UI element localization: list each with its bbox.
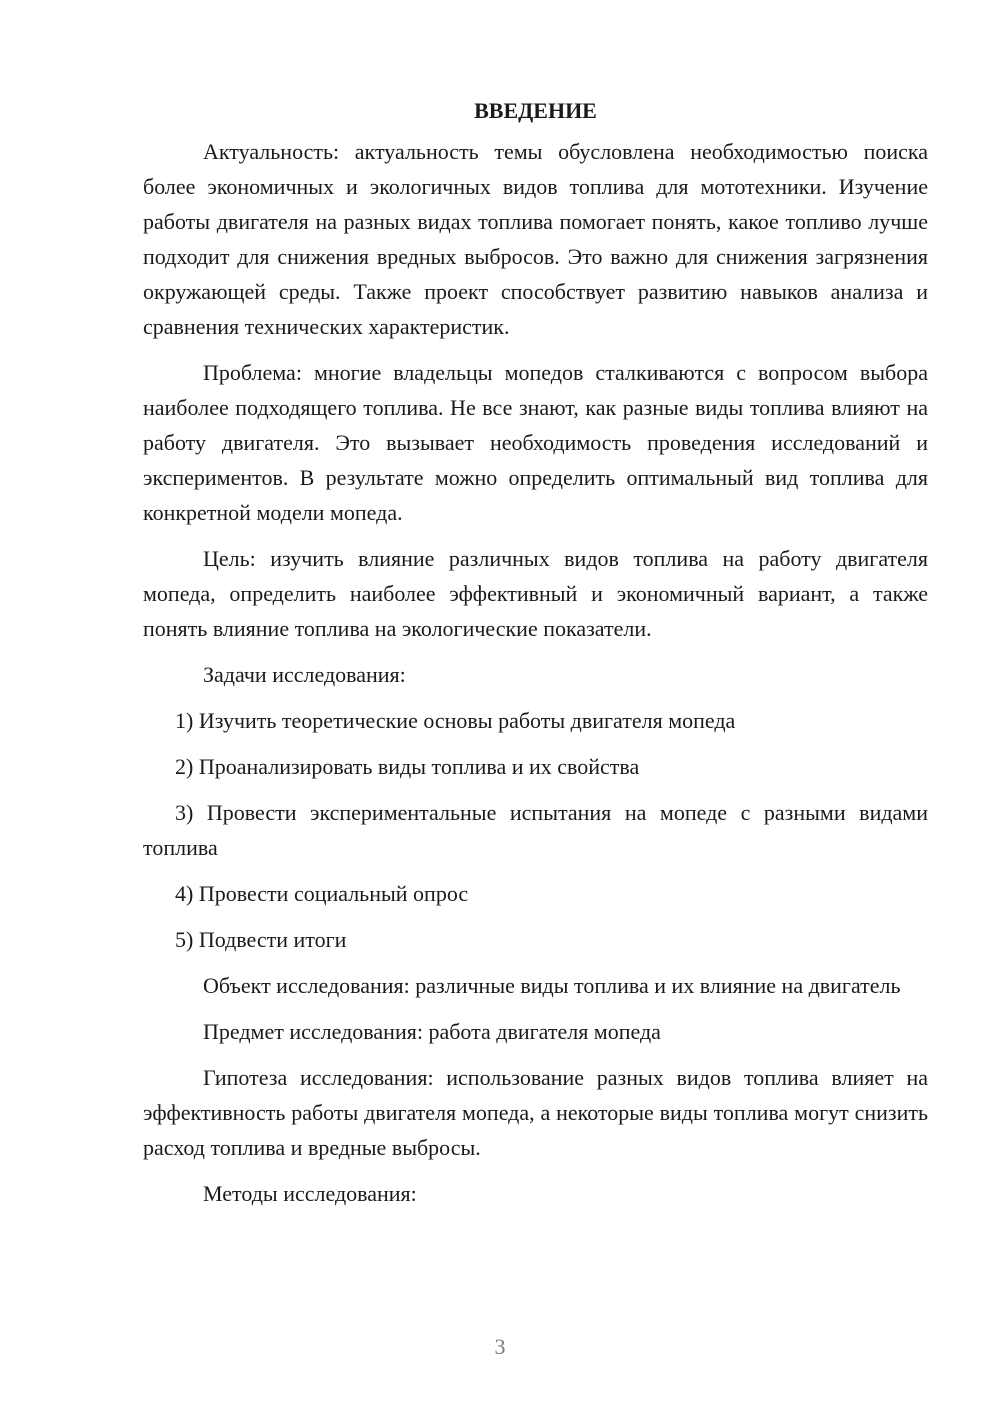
problem-paragraph: Проблема: многие владельцы мопедов сталкиваются с вопросом выбора наиболее подходящего топлива. Не все знают, как разные виды топлива влияют на работу двигателя. Это вызывает необходимость проведения исследований и экспериментов. В результате можно определить оптимальный вид топлива для конкретной модели мопеда. (143, 360, 928, 525)
methods-title: Методы исследования: (203, 1181, 417, 1206)
object-paragraph: Объект исследования: различные виды топлива и их влияние на двигатель (203, 973, 901, 998)
task-item-2: 2) Проанализировать виды топлива и их свойства (175, 754, 640, 779)
goal-paragraph: Цель: изучить влияние различных видов топлива на работу двигателя мопеда, определить наиболее эффективный и экономичный вариант, а также понять влияние топлива на экологические показатели. (143, 546, 928, 641)
task-item-3: 3) Провести экспериментальные испытания на мопеде с разными видами топлива (143, 800, 928, 860)
page-content (143, 93, 928, 1222)
task-item-5: 5) Подвести итоги (175, 927, 347, 952)
page-title: ВВЕДЕНИЕ (474, 98, 597, 123)
task-item-4: 4) Провести социальный опрос (175, 881, 469, 906)
task-item-1: 1) Изучить теоретические основы работы двигателя мопеда (175, 708, 736, 733)
relevance-paragraph: Актуальность: актуальность темы обусловлена необходимостью поиска более экономичных и экологичных видов топлива для мототехники. Изучение работы двигателя на разных видах топлива помогает понять, какое топливо лучше подходит для снижения вредных выбросов. Это важно для снижения загрязнения окружающей среды. Также проект способствует развитию навыков анализа и сравнения технических характеристик. (143, 139, 928, 339)
subject-paragraph: Предмет исследования: работа двигателя мопеда (203, 1019, 661, 1044)
tasks-title: Задачи исследования: (203, 662, 406, 687)
page-number: 3 (494, 1334, 506, 1359)
hypothesis-paragraph: Гипотеза исследования: использование разных видов топлива влияет на эффективность работы двигателя мопеда, а некоторые виды топлива могут снизить расход топлива и вредные выбросы. (143, 1065, 928, 1160)
